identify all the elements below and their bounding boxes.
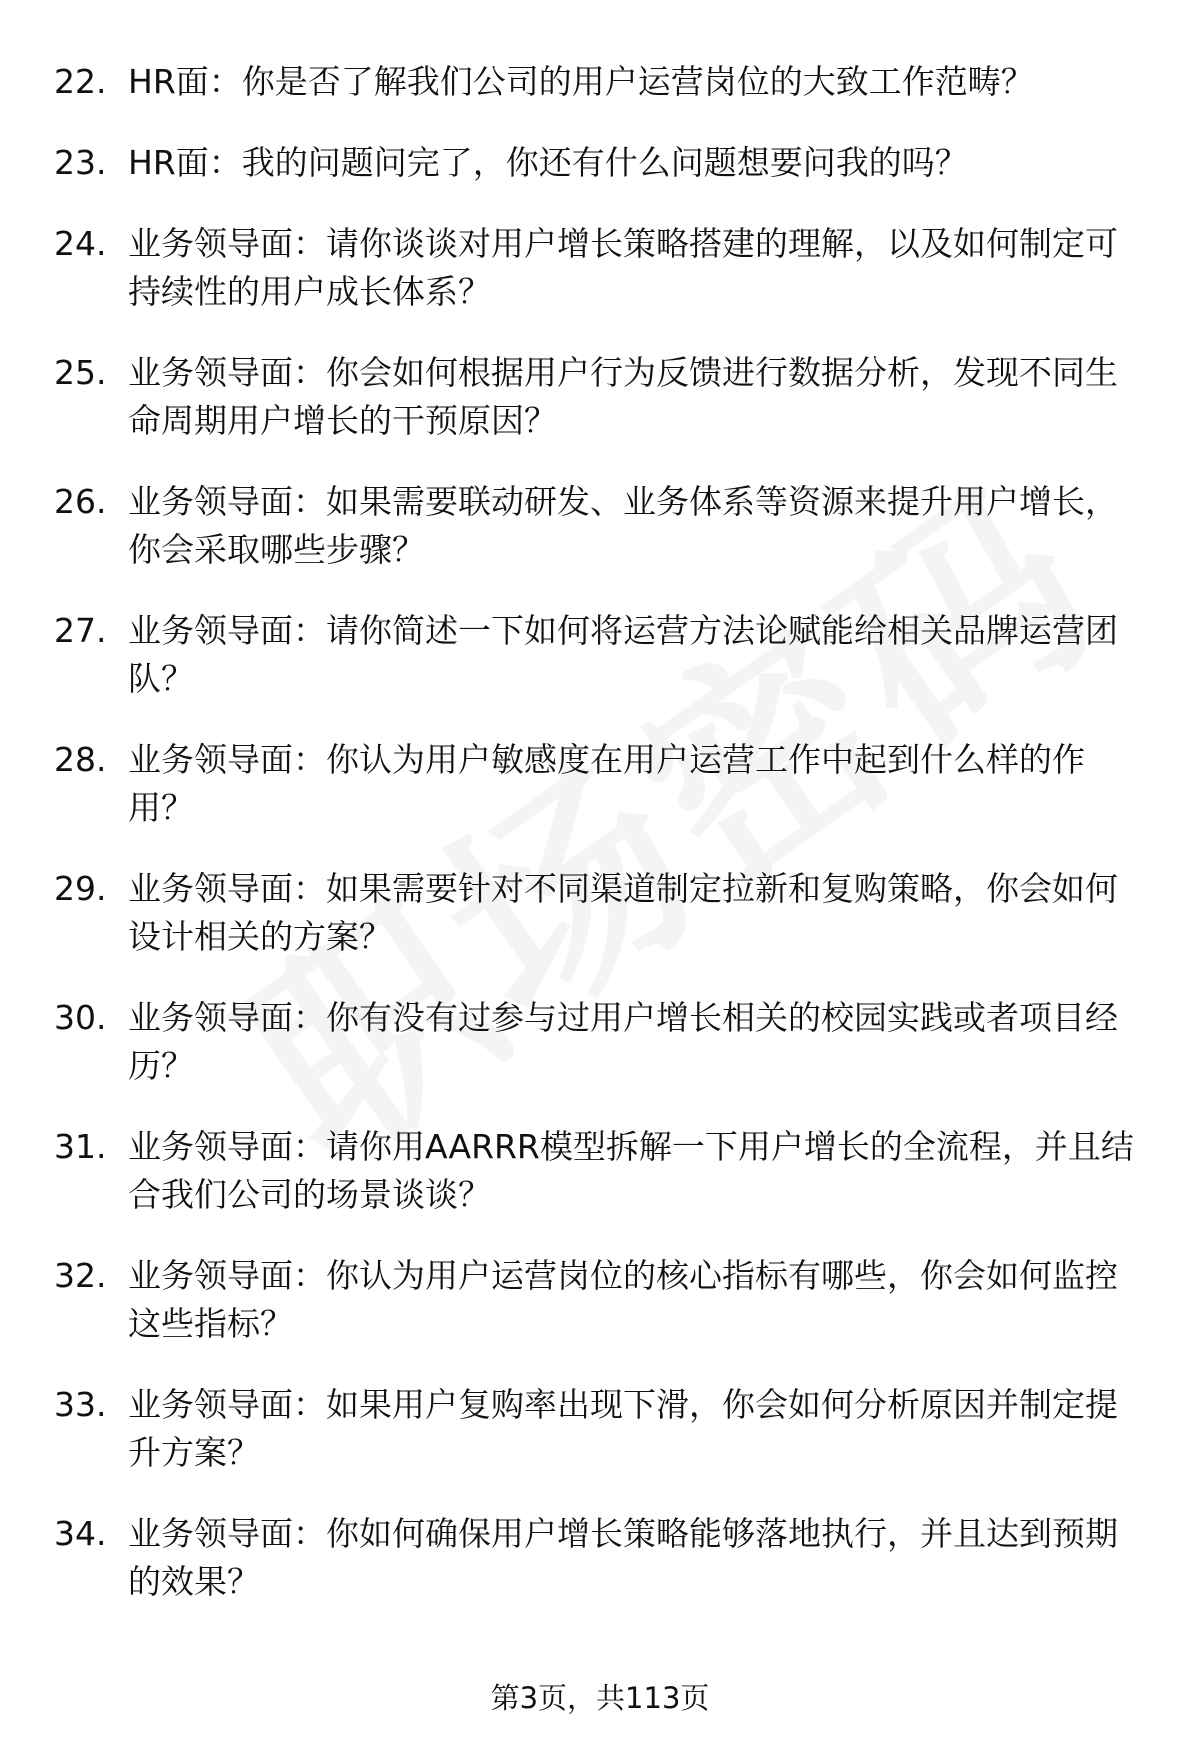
item-text: 业务领导面：如果需要针对不同渠道制定拉新和复购策略，你会如何设计相关的方案？	[128, 869, 1118, 956]
list-item	[0, 1510, 1200, 1606]
list-item	[0, 1381, 1200, 1477]
item-number: 31.	[54, 1127, 107, 1166]
item-number: 33.	[54, 1385, 107, 1424]
item-text: 业务领导面：如果需要联动研发、业务体系等资源来提升用户增长，你会采取哪些步骤？	[128, 482, 1118, 569]
item-text: HR面：你是否了解我们公司的用户运营岗位的大致工作范畴？	[128, 62, 1034, 101]
item-number: 24.	[54, 224, 107, 263]
list-item	[0, 58, 1200, 106]
item-text: 业务领导面：你有没有过参与过用户增长相关的校园实践或者项目经历？	[128, 998, 1118, 1085]
list-item	[0, 349, 1200, 445]
item-text: 业务领导面：你认为用户运营岗位的核心指标有哪些，你会如何监控这些指标？	[128, 1256, 1118, 1343]
item-number: 23.	[54, 143, 107, 182]
item-number: 28.	[54, 740, 107, 779]
list-item	[0, 994, 1200, 1090]
item-text: 业务领导面：你如何确保用户增长策略能够落地执行，并且达到预期的效果？	[128, 1514, 1118, 1601]
item-number: 22.	[54, 62, 107, 101]
item-number: 26.	[54, 482, 107, 521]
item-number: 32.	[54, 1256, 107, 1295]
item-text: 业务领导面：请你谈谈对用户增长策略搭建的理解，以及如何制定可持续性的用户成长体系？	[128, 224, 1118, 311]
item-text: 业务领导面：如果用户复购率出现下滑，你会如何分析原因并制定提升方案？	[128, 1385, 1118, 1472]
item-text: HR面：我的问题问完了，你还有什么问题想要问我的吗？	[128, 143, 968, 182]
list-item	[0, 736, 1200, 832]
item-text: 业务领导面：你认为用户敏感度在用户运营工作中起到什么样的作用？	[128, 740, 1085, 827]
item-number: 27.	[54, 611, 107, 650]
list-item	[0, 1123, 1200, 1219]
item-text: 业务领导面：你会如何根据用户行为反馈进行数据分析，发现不同生命周期用户增长的干预原因？	[128, 353, 1118, 440]
item-number: 30.	[54, 998, 107, 1037]
list-item	[0, 139, 1200, 187]
question-list	[0, 58, 1200, 1639]
item-number: 34.	[54, 1514, 107, 1553]
list-item	[0, 607, 1200, 703]
item-number: 29.	[54, 869, 107, 908]
page-footer: 第3页，共113页	[490, 1681, 710, 1715]
list-item	[0, 220, 1200, 316]
item-text: 业务领导面：请你简述一下如何将运营方法论赋能给相关品牌运营团队？	[128, 611, 1118, 698]
list-item	[0, 865, 1200, 961]
list-item	[0, 1252, 1200, 1348]
item-number: 25.	[54, 353, 107, 392]
list-item	[0, 478, 1200, 574]
item-text: 业务领导面：请你用AARRR模型拆解一下用户增长的全流程，并且结合我们公司的场景谈谈？	[128, 1127, 1134, 1214]
